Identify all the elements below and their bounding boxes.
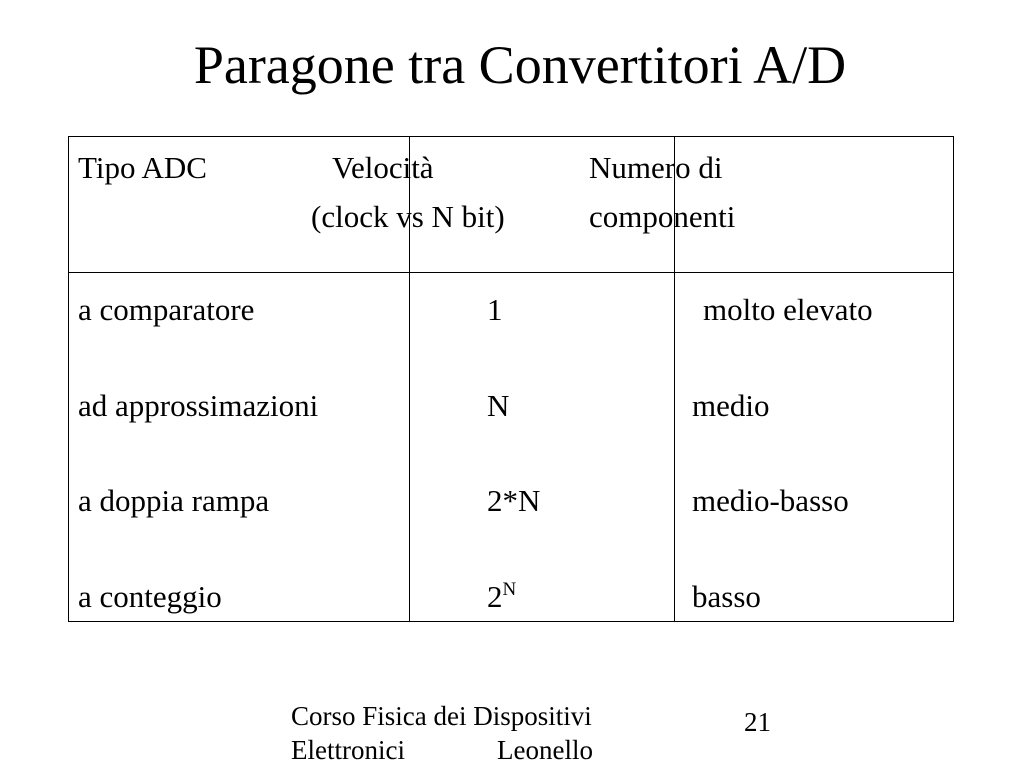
row-2-speed: N: [487, 388, 510, 423]
table-border: [68, 136, 954, 622]
footer-course-line2-part1: Elettronici: [291, 735, 405, 765]
header-speed-line1: Velocità: [332, 150, 434, 185]
header-components-line1: Numero di: [589, 150, 723, 185]
row-3-type: a doppia rampa: [78, 483, 270, 518]
row-4-speed-exponent: N: [502, 579, 517, 600]
header-divider: [68, 272, 954, 273]
row-4-components: basso: [692, 579, 761, 614]
row-1-components: molto elevato: [703, 292, 873, 327]
slide-title: Paragone tra Convertitori A/D: [193, 35, 847, 95]
row-4-speed: [487, 574, 516, 620]
header-speed-line2: (clock vs N bit): [311, 199, 505, 234]
page-number: 21: [744, 707, 771, 737]
row-3-components: medio-basso: [692, 483, 849, 518]
row-1-speed: 1: [487, 292, 503, 327]
header-type: Tipo ADC: [78, 150, 207, 185]
row-2-type: ad approssimazioni: [78, 388, 319, 423]
row-1-type: a comparatore: [78, 292, 255, 327]
row-4-type: a conteggio: [78, 579, 222, 614]
row-2-components: medio: [692, 388, 770, 423]
footer-course-line1: Corso Fisica dei Dispositivi: [291, 701, 592, 731]
row-3-speed: 2*N: [487, 483, 541, 518]
footer-course-line2-part2: Leonello: [497, 735, 593, 765]
row-4-speed-base: 2: [487, 579, 503, 614]
header-components-line2: componenti: [589, 199, 736, 234]
